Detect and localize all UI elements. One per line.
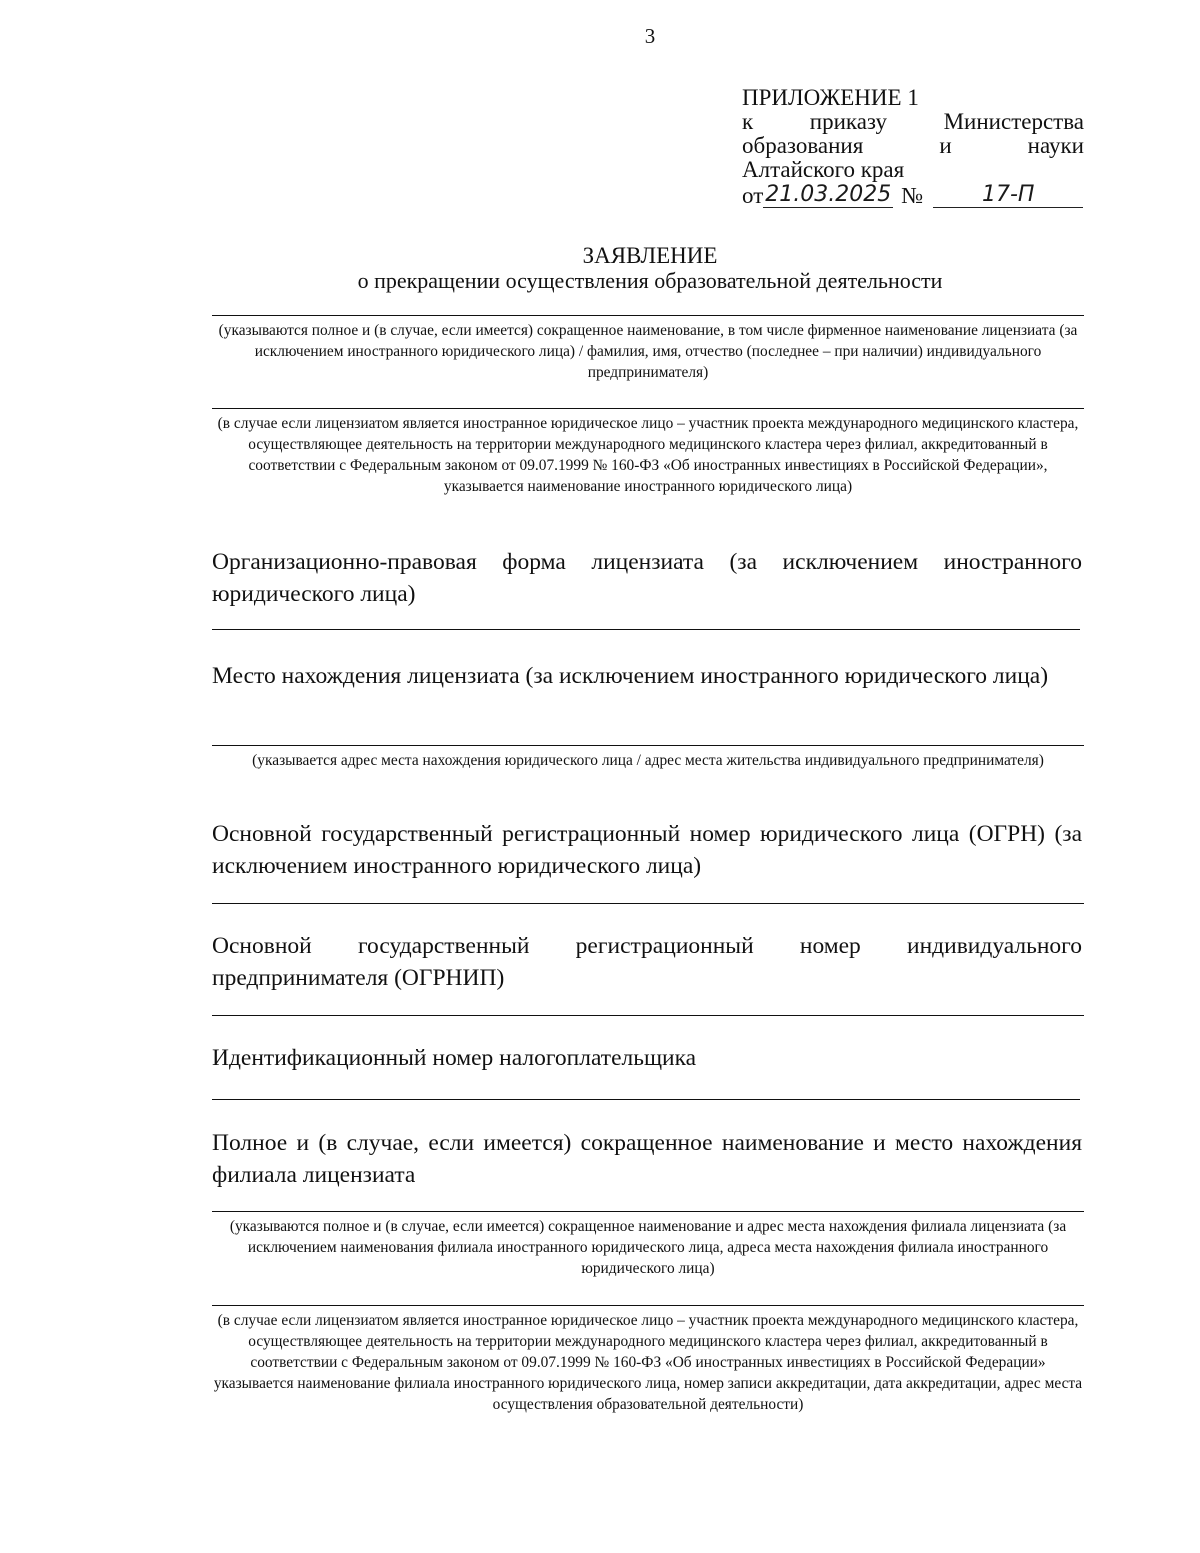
foreign-entity-line (212, 408, 1084, 409)
annex-word: приказу (809, 109, 888, 134)
annex-header (742, 86, 1084, 208)
location-line (212, 745, 1084, 746)
branch-label: Полное и (в случае, если имеется) сокращенное наименование и место нахождения филиала лицензиата (212, 1130, 1082, 1188)
inn-label: Идентификационный номер налогоплательщика (212, 1045, 697, 1071)
date-prefix: от (742, 183, 764, 208)
legal-form-label: Организационно-правовая форма лицензиата (за исключением иностранного юридического лица) (212, 549, 1082, 607)
ogrnip-label: Основной государственный регистрационный номер индивидуального предпринимателя (ОГРНИП) (212, 933, 1082, 991)
annex-title: ПРИЛОЖЕНИЕ 1 (742, 85, 919, 110)
annex-word: к (742, 109, 754, 134)
ogrnip-line (212, 1015, 1084, 1016)
document-subtitle: о прекращении осуществления образовательной деятельности (357, 268, 943, 293)
annex-date-number-row (742, 183, 1084, 208)
licensee-name-line (212, 315, 1084, 316)
licensee-name-note: (указываются полное и (в случае, если имеется) сокращенное наименование, в том числе фирменное наименование лицензиата (за исключением иностранного юридического лица) / фамилия, имя, отчество (последнее – при наличии) индивидуального предпринимателя) (218, 322, 1078, 381)
branch-line (212, 1211, 1084, 1212)
foreign-entity-note: (в случае если лицензиатом является иностранное юридическое лицо – участник проекта международного медицинского кластера, осуществляющее деятельность на территории международного медицинского кластера через филиал, аккредитованный в соответствии с Федеральным законом от 09.07.1999 № 160-ФЗ «Об иностранных инвестициях в Российской Федерации», указывается наименование иностранного юридического лица) (217, 415, 1079, 495)
annex-word: образования (742, 133, 864, 158)
ogrn-label: Основной государственный регистрационный номер юридического лица (ОГРН) (за исключением иностранного юридического лица) (212, 821, 1082, 879)
branch-note: (указываются полное и (в случае, если имеется) сокращенное наименование и адрес места нахождения филиала лицензиата (за исключением наименования филиала иностранного юридического лица, адреса места нахождения филиала иностранного юридического лица) (229, 1218, 1067, 1277)
annex-line-2 (742, 134, 1084, 158)
annex-word: и (939, 133, 952, 158)
foreign-branch-note: (в случае если лицензиатом является иностранное юридическое лицо – участник проекта международного медицинского кластера, осуществляющее деятельность на территории международного медицинского кластера через филиал, аккредитованный в соответствии с Федеральным законом от 09.07.1999 № 160-ФЗ «Об иностранных инвестициях в Российской Федерации» указывается наименование филиала иностранного юридического лица, номер записи аккредитации, дата аккредитации, адрес места осуществления образовательной деятельности) (213, 1312, 1083, 1413)
ogrn-line (212, 903, 1084, 904)
document-title: ЗАЯВЛЕНИЕ (582, 243, 718, 268)
page-number: 3 (644, 24, 656, 48)
foreign-branch-line (212, 1305, 1084, 1306)
number-field: 17-П (933, 183, 1083, 208)
inn-line (212, 1099, 1080, 1100)
annex-line-1 (742, 110, 1084, 134)
legal-form-line (212, 629, 1080, 630)
date-field: 21.03.2025 (763, 183, 893, 208)
number-label: № (901, 183, 924, 208)
annex-word: Министерства (943, 109, 1084, 134)
annex-word: науки (1027, 133, 1084, 158)
address-note: (указывается адрес места нахождения юридического лица / адрес места жительства индивидуального предпринимателя) (252, 752, 1044, 769)
location-label: Место нахождения лицензиата (за исключением иностранного юридического лица) (212, 663, 1049, 689)
annex-line-3: Алтайского края (742, 157, 905, 182)
